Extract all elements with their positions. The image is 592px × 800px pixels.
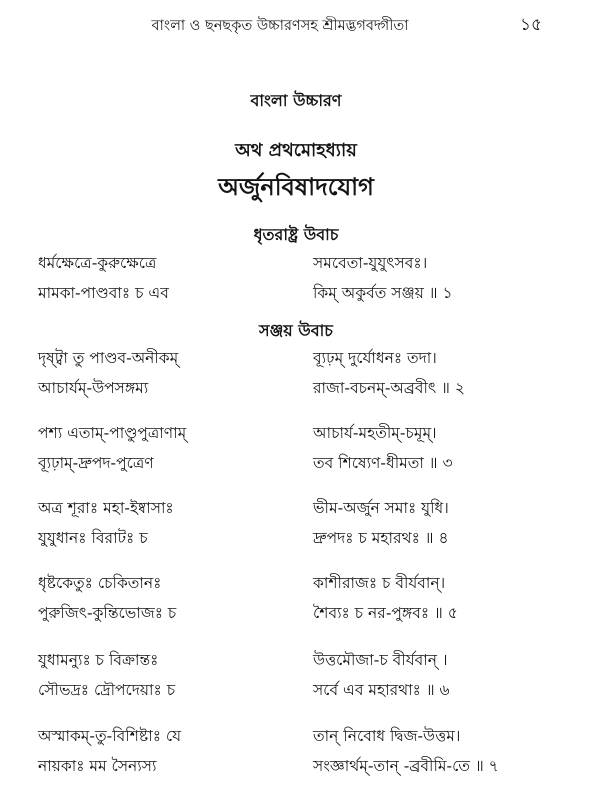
verse-1-line-2	[0, 281, 592, 305]
verse-4-line-1-right: ভীম-অর্জুন সমাঃ যুধি।	[313, 499, 449, 517]
verse-7-line-2-left: নায়কাঃ মম সৈন্যস্য	[38, 757, 157, 775]
verse-7-line-1-left: অস্মাকম্-তু-বিশিষ্টাঃ যে	[38, 727, 182, 745]
verse-7-line-1-right: তান্ নিবোধ দ্বিজ-উত্তম।	[313, 727, 461, 745]
verse-2-line-1	[0, 346, 592, 370]
verse-6-line-2	[0, 678, 592, 702]
verse-1-line-2-right: কিম্ অকুর্বত সঞ্জয় ॥ ১	[313, 284, 453, 302]
verse-2-line-2-right: রাজা-বচনম্-অব্রবীৎ ॥ ২	[313, 379, 465, 397]
verse-3-line-1-right: আচার্য-মহতীম্-চমূম্।	[313, 424, 437, 442]
speaker-dhritarashtra: ধৃতরাষ্ট্র উবাচ	[253, 225, 339, 244]
running-header-title: বাংলা ও ছনছকৃত উচ্চারণসহ শ্রীমদ্ভগবদ্গীতা	[151, 18, 409, 34]
verse-1-line-1-left: ধর্মক্ষেত্রে-কুরুক্ষেত্রে	[38, 254, 157, 272]
verse-4-line-2-left: যুযুধানঃ বিরাটঃ চ	[38, 529, 148, 547]
verse-2-line-2-left: আচার্যম্-উপসঙ্গম্য	[38, 379, 149, 397]
chapter-subtitle: অথ প্রথমোহধ্যায়	[235, 140, 357, 161]
verse-7-line-2	[0, 754, 592, 778]
verse-2-line-1-right: ব্যূঢ়ম্ দুর্যোধনঃ তদা।	[313, 349, 437, 367]
verse-3-line-2-right: তব শিষ্যেণ-ধীমতা ॥ ৩	[313, 454, 453, 472]
verse-4-line-1-left: অত্র শূরাঃ মহা-ইষ্বাসাঃ	[38, 499, 174, 517]
verse-3-line-2-left: ব্যূঢ়াম্-দ্রুপদ-পুত্রেণ	[38, 454, 154, 472]
verse-3-line-1-left: পশ্য এতাম্-পাণ্ডুপুত্রাণাম্	[38, 424, 187, 442]
verse-2-line-2	[0, 376, 592, 400]
verse-6-line-1-left: যুধামন্যুঃ চ বিক্রান্তঃ	[38, 651, 159, 669]
speaker-sanjaya: সঞ্জয় উবাচ	[259, 321, 333, 340]
verse-3-line-1	[0, 421, 592, 445]
verse-7-line-2-right: সংজ্ঞার্থম্-তান্ -ব্রবীমি-তে ॥ ৭	[313, 757, 499, 775]
verse-7-line-1	[0, 724, 592, 748]
verse-6-line-1-right: উত্তমৌজা-চ বীর্যবান্ ।	[313, 651, 448, 669]
verse-4-line-2	[0, 526, 592, 550]
chapter-title: অর্জুনবিষাদযোগ	[218, 173, 374, 201]
verse-2-line-1-left: দৃষ্ট্বা তু পাণ্ডব-অনীকম্	[38, 349, 179, 367]
verse-3-line-2	[0, 451, 592, 475]
verse-1-line-1	[0, 251, 592, 275]
verse-1-line-2-left: মামকা-পাণ্ডবাঃ চ এব	[38, 284, 169, 302]
verse-4-line-2-right: দ্রুপদঃ চ মহারথঃ ॥ ৪	[313, 529, 449, 547]
verse-5-line-1-right: কাশীরাজঃ চ বীর্যবান্।	[313, 574, 446, 592]
verse-5-line-2	[0, 601, 592, 625]
verse-5-line-2-left: পুরুজিৎ-কুন্তিভোজঃ চ	[38, 604, 177, 622]
verse-4-line-1	[0, 496, 592, 520]
verse-6-line-2-right: সর্বে এব মহারথাঃ ॥ ৬	[313, 681, 450, 699]
verse-6-line-1	[0, 648, 592, 672]
verse-5-line-1	[0, 571, 592, 595]
verse-1-line-1-right: সমবেতা-যুযুৎসবঃ।	[313, 254, 428, 272]
verse-5-line-1-left: ধৃষ্টকেতুঃ চেকিতানঃ	[38, 574, 162, 592]
page-number: ১৫	[520, 15, 543, 35]
verse-5-line-2-right: শৈব্যঃ চ নর-পুঙ্গবঃ ॥ ৫	[313, 604, 458, 622]
section-title: বাংলা উচ্চারণ	[250, 91, 342, 110]
verse-6-line-2-left: সৌভদ্রঃ দ্রৌপদেয়াঃ চ	[38, 681, 176, 699]
